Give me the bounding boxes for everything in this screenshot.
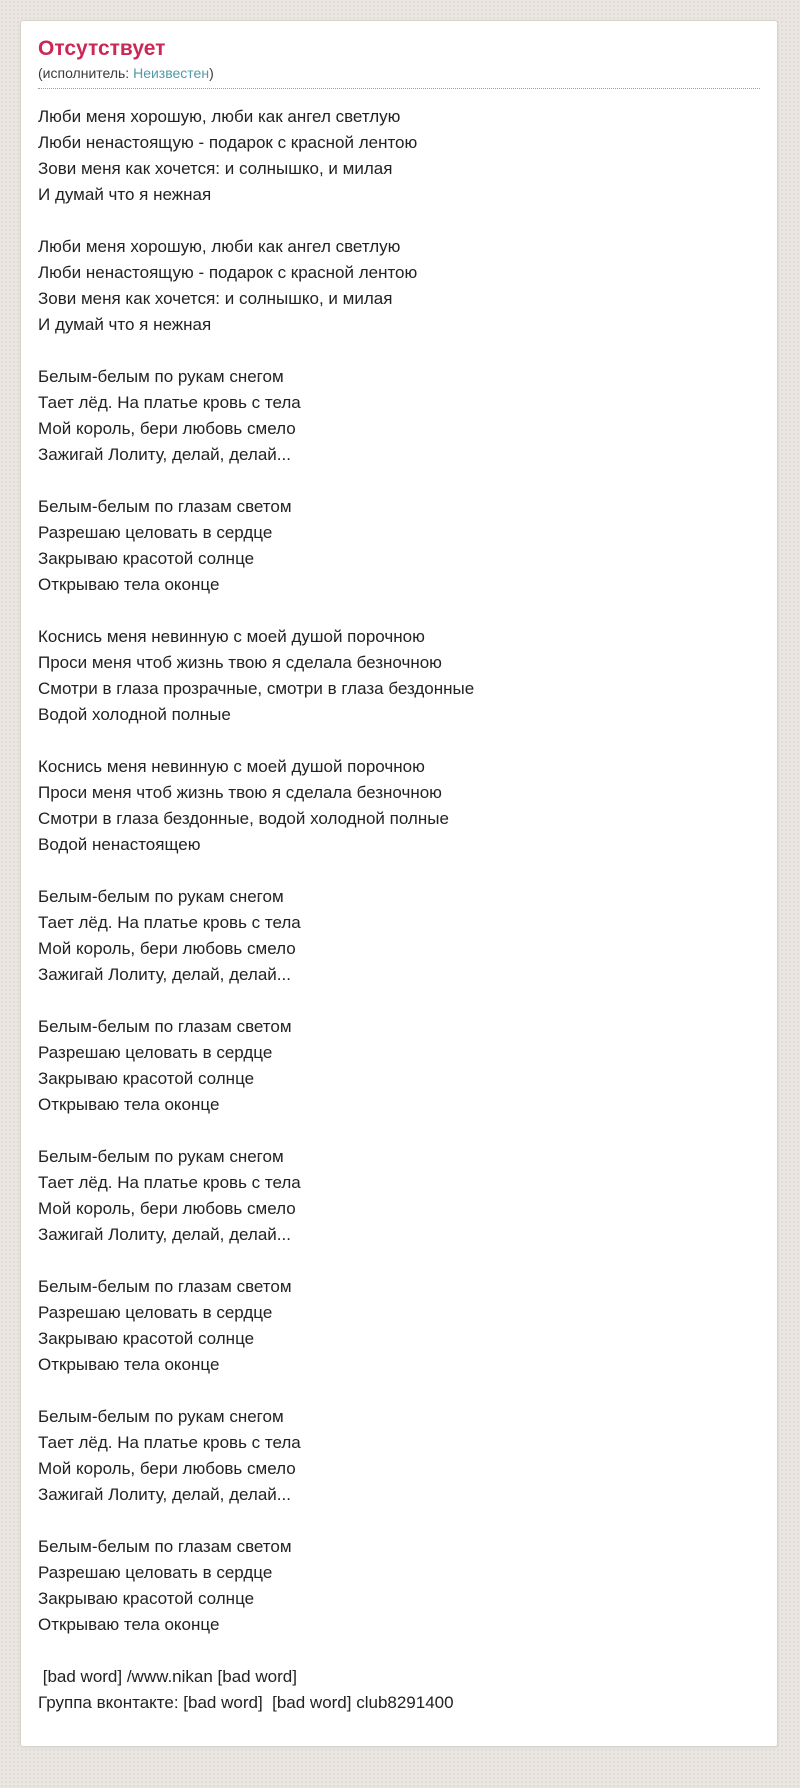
lyrics-stanza <box>38 1274 760 1378</box>
footer-line: Группа вконтакте: [bad word] [bad word] club8291400 <box>38 1693 454 1712</box>
lyrics-line: Мой король, бери любовь смело <box>38 939 296 958</box>
lyrics-stanza <box>38 1404 760 1508</box>
lyrics-stanza <box>38 754 760 858</box>
lyrics-line: Мой король, бери любовь смело <box>38 1199 296 1218</box>
lyrics-line: Открываю тела оконце <box>38 1355 220 1374</box>
lyrics-line: Белым-белым по рукам снегом <box>38 367 284 386</box>
lyrics-line: Зажигай Лолиту, делай, делай... <box>38 965 291 984</box>
lyrics-stanza <box>38 1014 760 1118</box>
lyrics-line: Тает лёд. На платье кровь с тела <box>38 1173 301 1192</box>
lyrics-footer <box>38 1664 760 1716</box>
lyrics-line: Разрешаю целовать в сердце <box>38 523 273 542</box>
lyrics-line: Закрываю красотой солнце <box>38 1329 255 1348</box>
lyrics-line: Белым-белым по глазам светом <box>38 1277 292 1296</box>
lyrics-line: Смотри в глаза прозрачные, смотри в глаза бездонные <box>38 679 475 698</box>
lyrics-line: Зажигай Лолиту, делай, делай... <box>38 1485 291 1504</box>
lyrics-line: Водой холодной полные <box>38 705 231 724</box>
lyrics-line: Мой король, бери любовь смело <box>38 419 296 438</box>
lyrics-line: Люби ненастоящую - подарок с красной лентою <box>38 263 418 282</box>
lyrics-line: Белым-белым по рукам снегом <box>38 887 284 906</box>
lyrics-stanza <box>38 1144 760 1248</box>
lyrics-card <box>20 20 778 1747</box>
lyrics-line: Закрываю красотой солнце <box>38 549 255 568</box>
lyrics-line: Белым-белым по глазам светом <box>38 1017 292 1036</box>
song-title: Отсутствует <box>38 37 166 60</box>
lyrics-line: Люби ненастоящую - подарок с красной лентою <box>38 133 418 152</box>
lyrics-line: Открываю тела оконце <box>38 1095 220 1114</box>
lyrics-line: Тает лёд. На платье кровь с тела <box>38 393 301 412</box>
lyrics-stanza <box>38 364 760 468</box>
lyrics-line: Открываю тела оконце <box>38 1615 220 1634</box>
lyrics-line: Разрешаю целовать в сердце <box>38 1303 273 1322</box>
page-background <box>0 20 800 1788</box>
lyrics-line: Смотри в глаза бездонные, водой холодной полные <box>38 809 449 828</box>
lyrics-line: Зови меня как хочется: и солнышко, и милая <box>38 289 393 308</box>
lyrics-line: И думай что я нежная <box>38 315 212 334</box>
lyrics-line: Белым-белым по рукам снегом <box>38 1407 284 1426</box>
lyrics-line: Закрываю красотой солнце <box>38 1589 255 1608</box>
lyrics-line: Белым-белым по рукам снегом <box>38 1147 284 1166</box>
lyrics-line: Мой король, бери любовь смело <box>38 1459 296 1478</box>
lyrics-line: Проси меня чтоб жизнь твою я сделала безночною <box>38 653 442 672</box>
lyrics-line: Зажигай Лолиту, делай, делай... <box>38 1225 291 1244</box>
lyrics-line: Зажигай Лолиту, делай, делай... <box>38 445 291 464</box>
lyrics-line: Коснись меня невинную с моей душой порочною <box>38 757 425 776</box>
artist-label-suffix: ) <box>209 65 214 81</box>
artist-line <box>38 64 760 89</box>
lyrics-stanza <box>38 104 760 208</box>
lyrics-line: Водой ненастоящею <box>38 835 201 854</box>
lyrics-stanza <box>38 494 760 598</box>
lyrics <box>38 104 760 1638</box>
lyrics-line: Люби меня хорошую, люби как ангел светлую <box>38 107 401 126</box>
artist-link[interactable]: Неизвестен <box>133 65 210 81</box>
lyrics-line: Разрешаю целовать в сердце <box>38 1043 273 1062</box>
lyrics-line: Зови меня как хочется: и солнышко, и милая <box>38 159 393 178</box>
lyrics-line: Белым-белым по глазам светом <box>38 1537 292 1556</box>
lyrics-line: Тает лёд. На платье кровь с тела <box>38 1433 301 1452</box>
lyrics-line: Открываю тела оконце <box>38 575 220 594</box>
lyrics-stanza <box>38 234 760 338</box>
lyrics-stanza <box>38 884 760 988</box>
lyrics-line: Белым-белым по глазам светом <box>38 497 292 516</box>
lyrics-line: Разрешаю целовать в сердце <box>38 1563 273 1582</box>
lyrics-stanza <box>38 624 760 728</box>
footer-line: [bad word] /www.nikan [bad word] <box>38 1667 297 1686</box>
lyrics-line: Проси меня чтоб жизнь твою я сделала безночною <box>38 783 442 802</box>
lyrics-line: Тает лёд. На платье кровь с тела <box>38 913 301 932</box>
lyrics-line: Закрываю красотой солнце <box>38 1069 255 1088</box>
artist-label-prefix: (исполнитель: <box>38 65 134 81</box>
lyrics-line: И думай что я нежная <box>38 185 212 204</box>
lyrics-line: Люби меня хорошую, люби как ангел светлую <box>38 237 401 256</box>
lyrics-stanza <box>38 1534 760 1638</box>
lyrics-line: Коснись меня невинную с моей душой порочною <box>38 627 425 646</box>
